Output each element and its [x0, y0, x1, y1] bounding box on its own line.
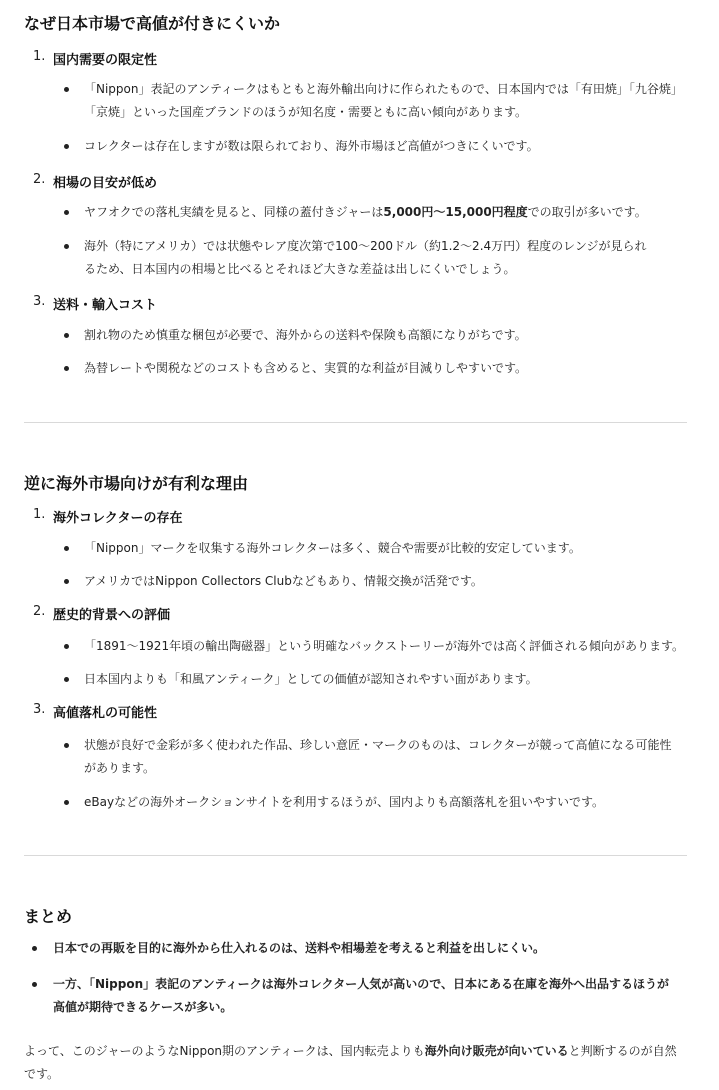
bullet-icon — [64, 743, 69, 748]
list-item-line: 一方、「Nippon」表記のアンティークは海外コレクター人気が高いので、日本にある在庫を海外へ出品するほうが — [53, 977, 669, 991]
bullet-icon — [64, 333, 69, 338]
subheading: 海外コレクターの存在 — [53, 511, 183, 526]
divider — [24, 422, 687, 423]
list-item-line: eBayなどの海外オークションサイトを利用するほうが、国内よりも高額落札を狙いやすいです。 — [84, 795, 605, 809]
section-heading: なぜ日本市場で高値が付きにくいか — [24, 14, 281, 33]
subheading: 送料・輸入コスト — [53, 298, 158, 313]
subheading: 相場の目安が低め — [53, 176, 158, 191]
list-item-line: ヤフオクでの落札実績を見ると、同様の蓋付きジャーは5,000円〜15,000円程度での取引が多いです。 — [84, 205, 647, 219]
subheading: 国内需要の限定性 — [53, 53, 158, 68]
list-item-line: 為替レートや関税などのコストも含めると、実質的な利益が目減りしやすいです。 — [84, 361, 528, 375]
bullet-icon — [64, 366, 69, 371]
list-item-line: があります。 — [84, 761, 156, 775]
list-number: 1. — [33, 507, 46, 522]
bullet-icon — [64, 546, 69, 551]
list-item-line: 状態が良好で金彩が多く使われた作品、珍しい意匠・マークのものは、コレクターが競って高値になる可能性 — [84, 738, 672, 752]
list-item-line: 「Nippon」表記のアンティークはもともと海外輸出向けに作られたもので、日本国内では「有田焼」「九谷焼」 — [84, 82, 683, 96]
subheading: 高値落札の可能性 — [53, 706, 158, 721]
list-number: 2. — [33, 172, 46, 187]
list-item-line: 高値が期待できるケースが多い。 — [53, 1000, 233, 1014]
conclusion-line: です。 — [24, 1067, 60, 1081]
list-item-line: コレクターは存在しますが数は限られており、海外市場ほど高値がつきにくいです。 — [84, 139, 539, 153]
list-item-line: 「Nippon」マークを収集する海外コレクターは多く、競合や需要が比較的安定しています。 — [84, 541, 581, 555]
list-item-line: 海外（特にアメリカ）では状態やレア度次第で100〜200ドル（約1.2〜2.4万円）程度のレンジが見られ — [84, 239, 647, 253]
bullet-icon — [64, 87, 69, 92]
bullet-icon — [64, 210, 69, 215]
list-item-line: るため、日本国内の相場と比べるとそれほど大きな差益は出しにくいでしょう。 — [84, 262, 516, 276]
list-item-line: 割れ物のため慎重な梱包が必要で、海外からの送料や保険も高額になりがちです。 — [84, 328, 527, 342]
list-number: 3. — [33, 294, 46, 309]
list-number: 1. — [33, 49, 46, 64]
conclusion-line: よって、このジャーのようなNippon期のアンティークは、国内転売よりも海外向け販売が向いていると判断するのが自然 — [24, 1044, 677, 1058]
bullet-icon — [64, 244, 69, 249]
bullet-icon — [64, 579, 69, 584]
list-item-line: 「1891〜1921年頃の輸出陶磁器」という明確なバックストーリーが海外では高く評価される傾向があります。 — [84, 639, 685, 653]
bullet-icon — [32, 946, 37, 951]
list-item-line: 日本での再販を目的に海外から仕入れるのは、送料や相場差を考えると利益を出しにくい。 — [53, 941, 546, 955]
divider — [24, 855, 687, 856]
subheading: 歴史的背景への評価 — [53, 608, 171, 623]
list-number: 3. — [33, 702, 46, 717]
list-item-line: 「京焼」といった国産ブランドのほうが知名度・需要ともに高い傾向があります。 — [84, 105, 528, 119]
bullet-icon — [64, 800, 69, 805]
bullet-icon — [64, 144, 69, 149]
section-heading: 逆に海外市場向けが有利な理由 — [24, 474, 249, 493]
section-heading: まとめ — [24, 907, 73, 926]
list-number: 2. — [33, 604, 46, 619]
list-item-line: アメリカではNippon Collectors Clubなどもあり、情報交換が活発です。 — [84, 574, 483, 588]
bullet-icon — [64, 644, 69, 649]
bullet-icon — [64, 677, 69, 682]
list-item-line: 日本国内よりも「和風アンティーク」としての価値が認知されやすい面があります。 — [84, 672, 538, 686]
bullet-icon — [32, 982, 37, 987]
